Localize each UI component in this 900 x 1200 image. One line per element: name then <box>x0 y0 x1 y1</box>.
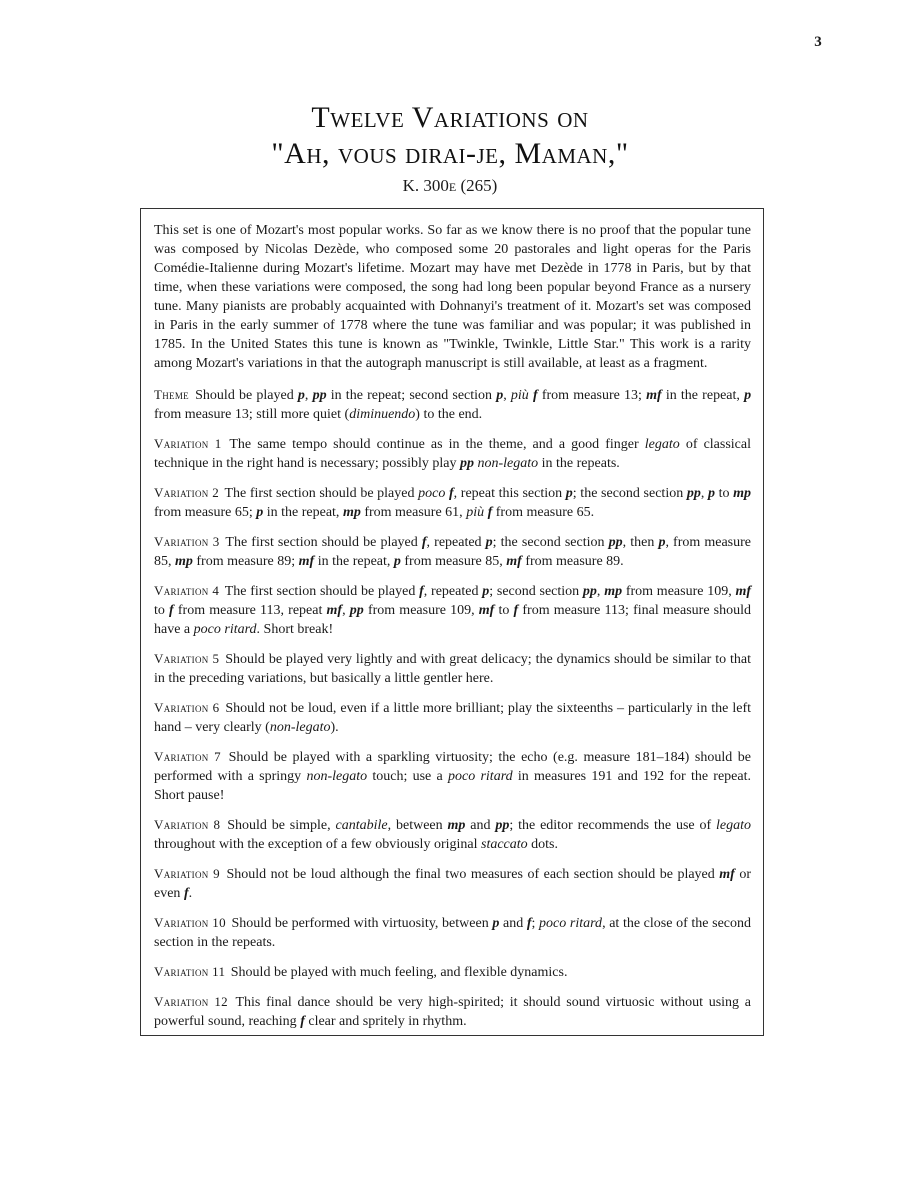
variation-label: Variation 10 <box>154 915 226 930</box>
variation-note <box>154 815 751 854</box>
dynamic-marking: mf <box>646 388 662 403</box>
dynamic-marking: mf <box>506 554 522 569</box>
dynamic-marking: f <box>532 388 538 403</box>
page-number: 3 <box>814 34 822 50</box>
italic-term: poco <box>418 486 446 501</box>
dynamic-marking: pp <box>312 388 327 403</box>
note-text: , repeated <box>423 584 483 599</box>
note-text: Should be played very lightly and with great delicacy; the dynamics should be similar to that in the preceding variations, but basically a little gentler here. <box>154 652 752 686</box>
note-text: The first section should be played <box>224 486 419 501</box>
note-text: in the repeat, <box>661 388 745 403</box>
variation-note <box>154 962 751 982</box>
notes-box <box>140 208 764 1036</box>
note-text: . <box>188 886 193 901</box>
dynamic-marking: pp <box>608 535 623 550</box>
dynamic-marking: pp <box>582 584 597 599</box>
dynamic-marking: p <box>496 388 504 403</box>
dynamic-marking: p <box>393 554 401 569</box>
note-text: , then <box>622 535 659 550</box>
note-text: Should be played <box>195 388 298 403</box>
note-text: to <box>714 486 734 501</box>
dynamic-marking: f <box>513 603 519 618</box>
dynamic-marking: f <box>526 916 532 931</box>
note-text: Should be performed with virtuosity, between <box>231 916 493 931</box>
note-text: and <box>465 818 496 833</box>
dynamic-marking: f <box>169 603 174 618</box>
variation-label: Variation 5 <box>154 651 220 666</box>
note-text: from measure 109, <box>363 603 479 618</box>
dynamic-marking: pp <box>349 603 364 618</box>
dynamic-marking: f <box>419 584 424 599</box>
note-text: in measures 191 and 192 for the repeat. Short pause! <box>154 769 751 803</box>
italic-term: non-legato <box>306 769 368 784</box>
variation-note <box>154 864 751 903</box>
dynamic-marking: p <box>492 916 500 931</box>
note-text: and <box>499 916 527 931</box>
variation-note <box>154 483 751 522</box>
note-text: touch; use a <box>367 769 448 784</box>
note-text: in the repeat, <box>263 505 343 520</box>
dynamic-marking: mf <box>326 603 343 618</box>
dynamic-marking: p <box>482 584 490 599</box>
note-text: from measure 113; final measure should have a <box>154 603 752 637</box>
variation-note <box>154 649 751 688</box>
italic-term: cantabile <box>335 818 388 833</box>
italic-term: più <box>510 388 529 403</box>
note-text: ; the second section <box>492 535 609 550</box>
title-line-2: "Ah, vous dirai-je, Maman," <box>271 137 629 170</box>
note-text: , <box>503 388 511 403</box>
note-text: The first section should be played <box>224 584 420 599</box>
italic-term: diminuendo <box>349 407 416 422</box>
italic-term: legato <box>644 437 680 452</box>
dynamic-marking: p <box>485 535 493 550</box>
dynamic-marking: f <box>487 505 493 520</box>
note-text: from measure 85, <box>400 554 507 569</box>
dynamic-marking: f <box>300 1014 305 1029</box>
note-text: , <box>700 486 708 501</box>
variation-notes-list <box>154 385 751 1031</box>
variation-label: Variation 11 <box>154 964 226 979</box>
note-text: Should be played with much feeling, and flexible dynamics. <box>230 965 568 980</box>
dynamic-marking: p <box>744 388 752 403</box>
dynamic-marking: mp <box>175 554 193 569</box>
variation-note <box>154 434 751 473</box>
note-text: The first section should be played <box>225 535 422 550</box>
dynamic-marking: mf <box>478 603 495 618</box>
variation-label: Variation 3 <box>154 534 220 549</box>
dynamic-marking: p <box>565 486 573 501</box>
variation-label: Variation 2 <box>154 485 220 500</box>
note-text: , from measure 85, <box>154 535 752 569</box>
variation-note <box>154 913 751 952</box>
variation-note <box>154 992 751 1031</box>
italic-term: non-legato <box>477 456 539 471</box>
note-text: from measure 65. <box>492 505 595 520</box>
italic-term: staccato <box>481 837 528 852</box>
note-text: Should be played with a sparkling virtuosity; the echo (e.g. measure 181–184) should be performed with a springy <box>154 750 752 784</box>
intro-paragraph: This set is one of Mozart's most popular works. So far as we know there is no proof that the popular tune was composed by Nicolas Dezède, who composed some 20 pastorales and light operas for the Paris Comédie-Italienne during Mozart's lifetime. Mozart may have met Dezède in 1778 in Paris, but by that time, when these variations were composed, the song had long been popular beyond France as a nursery tune. Many pianists are probably acquainted with Dohnanyi's treatment of it. Mozart's set was composed in Paris in the early summer of 1778 where the tune was familiar and was popular; it was published in 1785. In the United States this tune is known as "Twinkle, Twinkle, Little Star." This work is a rarity among Mozart's variations in that the autograph manuscript is still available, at least as a fragment. <box>154 223 751 371</box>
note-text: ; <box>531 916 540 931</box>
variation-label: Variation 6 <box>154 700 220 715</box>
dynamic-marking: p <box>658 535 666 550</box>
note-text: . Short break! <box>256 622 334 637</box>
dynamic-marking: mp <box>733 486 752 501</box>
dynamic-marking: pp <box>460 456 474 471</box>
note-text: , at the close of the second section in the repeats. <box>154 916 752 950</box>
note-text: from measure 61, <box>360 505 467 520</box>
note-text: clear and spritely in rhythm. <box>304 1014 467 1029</box>
note-text: ) to the end. <box>415 407 483 422</box>
note-text: Should not be loud although the final two measures of each section should be played <box>226 867 720 882</box>
italic-term: poco ritard <box>448 769 513 784</box>
note-text: from measure 89; <box>192 554 299 569</box>
note-text: , repeated <box>426 535 486 550</box>
dynamic-marking: f <box>183 886 189 901</box>
note-text: The same tempo should continue as in the theme, and a good finger <box>229 437 645 452</box>
note-text: , <box>596 584 605 599</box>
note-text: , <box>342 603 350 618</box>
variation-label: Variation 7 <box>154 749 221 764</box>
dynamic-marking: mf <box>298 554 315 569</box>
note-text: to <box>154 603 170 618</box>
note-text: , between <box>387 818 448 833</box>
variation-label: Variation 4 <box>154 583 220 598</box>
note-text: Should not be loud, even if a little more brilliant; play the sixteenths – particularly in the left hand – very clearly ( <box>154 701 751 735</box>
variation-label: Variation 12 <box>154 994 228 1009</box>
note-text: ; the second section <box>572 486 687 501</box>
italic-term: poco ritard <box>539 916 603 931</box>
variation-note <box>154 747 751 805</box>
note-text: to <box>494 603 514 618</box>
title-block <box>0 100 900 198</box>
note-text: , repeat this section <box>453 486 566 501</box>
dynamic-marking: mf <box>735 584 752 599</box>
note-text: Should be simple, <box>227 818 336 833</box>
dynamic-marking: mp <box>604 584 623 599</box>
note-text: This final dance should be very high-spirited; it should sound virtuosic without using a powerful sound, reaching <box>154 995 752 1029</box>
note-text: or even <box>154 867 751 901</box>
catalog-number: K. 300e (265) <box>402 176 498 195</box>
italic-term: legato <box>716 818 752 833</box>
dynamic-marking: mf <box>719 867 735 882</box>
italic-term: più <box>466 505 485 520</box>
note-text: from measure 109, <box>622 584 736 599</box>
italic-term: non-legato <box>269 720 331 735</box>
note-text: in the repeat, <box>314 554 394 569</box>
note-text: dots. <box>527 837 558 852</box>
dynamic-marking: p <box>256 505 264 520</box>
note-text: ; second section <box>489 584 583 599</box>
note-text: from measure 89. <box>521 554 624 569</box>
dynamic-marking: pp <box>686 486 701 501</box>
italic-term: poco ritard <box>193 622 257 637</box>
note-text: from measure 65; <box>154 505 257 520</box>
variation-note <box>154 532 751 571</box>
dynamic-marking: f <box>421 535 427 550</box>
dynamic-marking: p <box>707 486 715 501</box>
dynamic-marking: pp <box>495 818 510 833</box>
note-text: in the repeats. <box>538 456 620 471</box>
note-text: ; the editor recommends the use of <box>509 818 717 833</box>
variation-label: Variation 8 <box>154 817 221 832</box>
note-text: from measure 13; <box>537 388 647 403</box>
variation-label: Variation 9 <box>154 866 220 881</box>
variation-note <box>154 698 751 737</box>
note-text: from measure 13; still more quiet ( <box>154 407 350 422</box>
note-text: from measure 113, repeat <box>173 603 327 618</box>
note-text: in the repeat; second section <box>326 388 497 403</box>
variation-label: Theme <box>154 387 189 402</box>
note-text: of classical technique in the right hand is necessary; possibly play <box>154 437 752 471</box>
note-text: ). <box>330 720 339 735</box>
variation-note <box>154 385 751 424</box>
note-text: throughout with the exception of a few obviously original <box>154 837 481 852</box>
note-text: , <box>304 388 313 403</box>
variation-label: Variation 1 <box>154 436 222 451</box>
title-line-1: Twelve Variations on <box>311 101 589 134</box>
dynamic-marking: mp <box>447 818 466 833</box>
dynamic-marking: f <box>448 486 454 501</box>
dynamic-marking: mp <box>342 505 361 520</box>
variation-note <box>154 581 751 639</box>
dynamic-marking: p <box>297 388 305 403</box>
